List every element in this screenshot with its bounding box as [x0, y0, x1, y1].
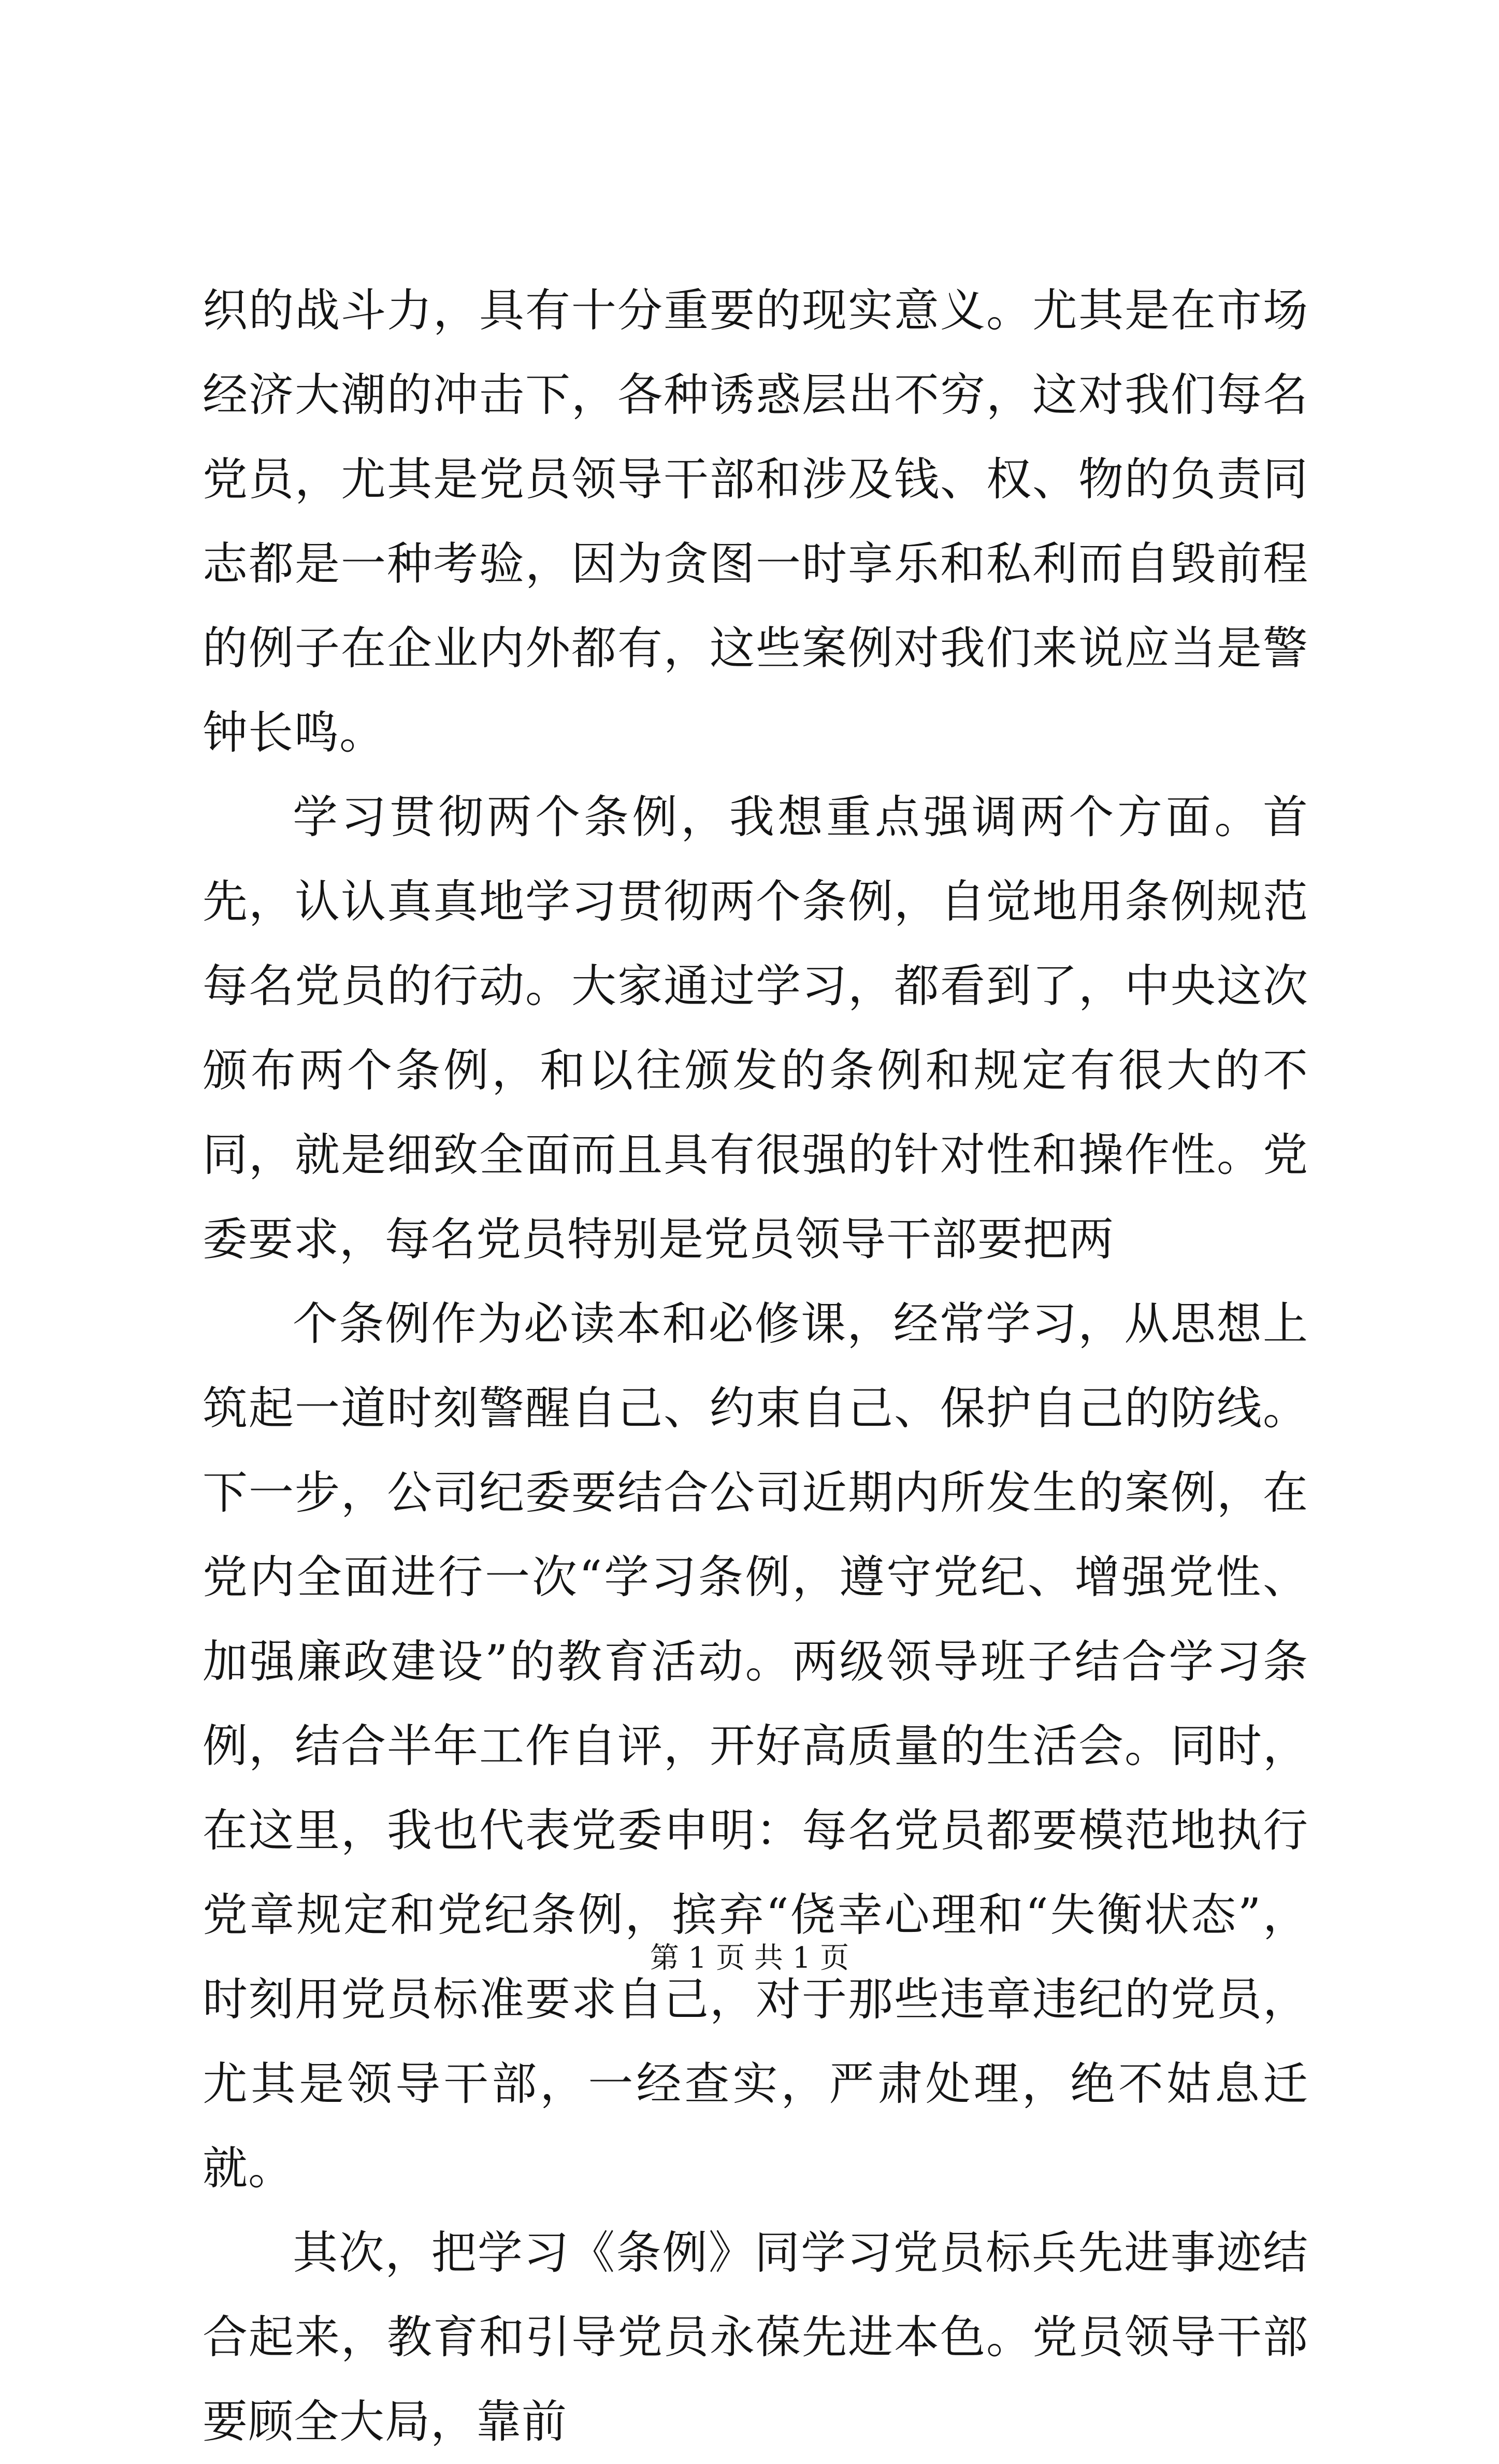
page-footer: 第 1 页 共 1 页 [650, 1941, 849, 1975]
body-text [203, 268, 1308, 2464]
paragraph-2: 学习贯彻两个条例，我想重点强调两个方面。首先，认认真真地学习贯彻两个条例，自觉地用条例规范每名党员的行动。大家通过学习，都看到了，中央这次颁布两个条例，和以往颁发的条例和规定有很大的不同，就是细致全面而且具有很强的针对性和操作性。党委要求，每名党员特别是党员领导干部要把两 [203, 791, 1308, 1266]
paragraph-4: 其次，把学习《条例》同学习党员标兵先进事迹结合起来，教育和引导党员永葆先进本色。党员领导干部要顾全大局，靠前 [203, 2226, 1308, 2448]
paragraph-1: 织的战斗力，具有十分重要的现实意义。尤其是在市场经济大潮的冲击下，各种诱惑层出不穷，这对我们每名党员，尤其是党员领导干部和涉及钱、权、物的负责同志都是一种考验，因为贪图一时享乐和私利而自毁前程的例子在企业内外都有，这些案例对我们来说应当是警钟长鸣。 [203, 284, 1308, 759]
paragraph-3: 个条例作为必读本和必修课，经常学习，从思想上筑起一道时刻警醒自己、约束自己、保护自己的防线。下一步，公司纪委要结合公司近期内所发生的案例，在党内全面进行一次“学习条例，遵守党纪、增强党性、加强廉政建设”的教育活动。两级领导班子结合学习条例，结合半年工作自评，开好高质量的生活会。同时，在这里，我也代表党委申明：每名党员都要模范地执行党章规定和党纪条例，摈弃“侥幸心理和“失衡状态”，时刻用党员标准要求自己，对于那些违章违纪的党员，尤其是领导干部，一经查实，严肃处理，绝不姑息迁就。 [203, 1297, 1308, 2195]
